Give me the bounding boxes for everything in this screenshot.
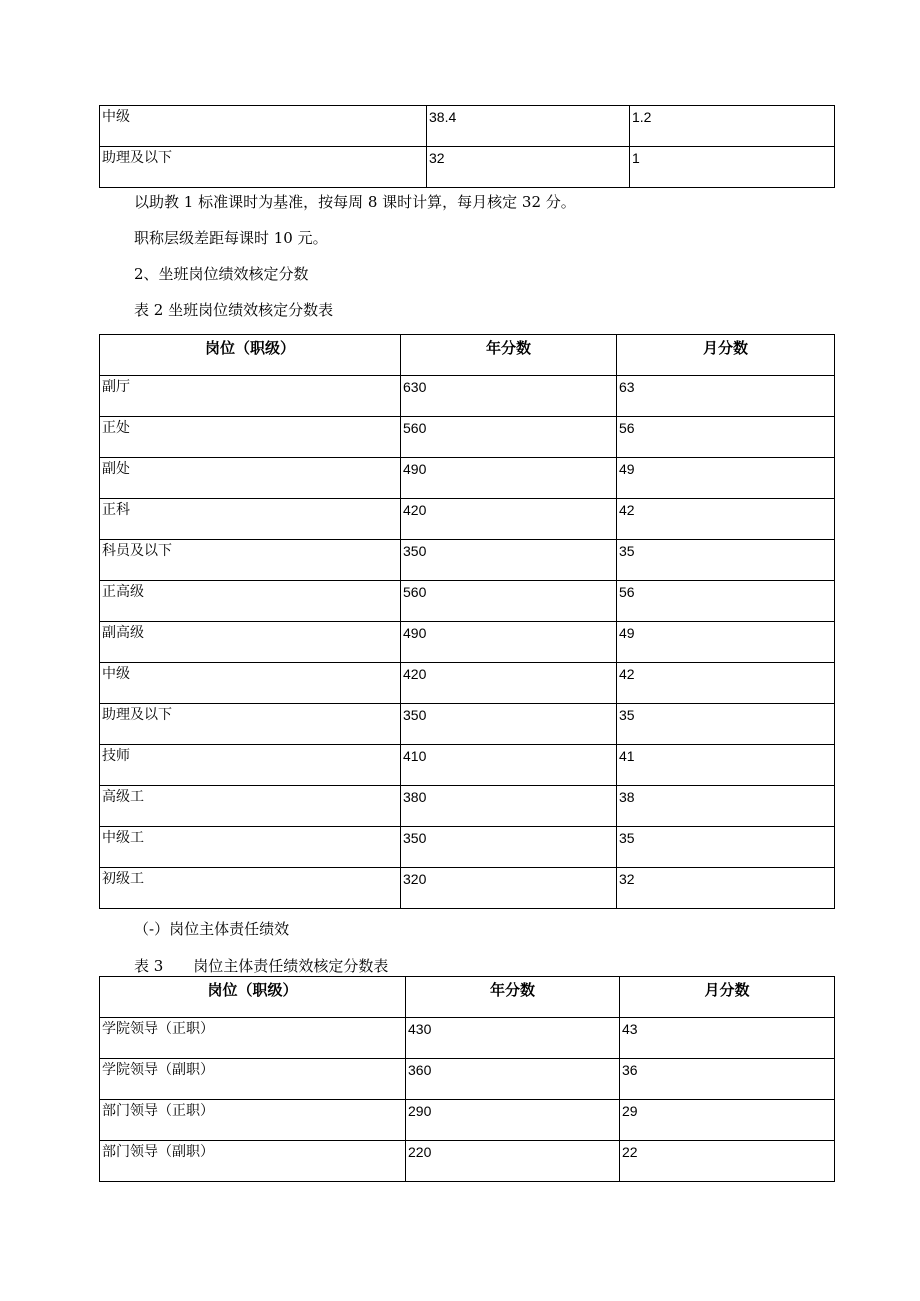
- paragraph-baseline-rule: 以助教 1 标准课时为基准，按每周 8 课时计算，每月核定 32 分。: [134, 193, 576, 211]
- table-cell: 420: [401, 499, 617, 540]
- table-cell: 36: [620, 1059, 835, 1100]
- table-cell: 63: [617, 376, 835, 417]
- table-cell: 35: [617, 540, 835, 581]
- column-header: 月分数: [620, 977, 835, 1018]
- table-cell: 学院领导（副职）: [100, 1059, 406, 1100]
- table-cell: 490: [401, 458, 617, 499]
- table-row: [100, 1100, 835, 1141]
- table-cell: 35: [617, 827, 835, 868]
- table-row: [100, 868, 835, 909]
- table-header-row: [100, 335, 835, 376]
- column-header: 月分数: [617, 335, 835, 376]
- table-cell: 副厅: [100, 376, 401, 417]
- table-cell: 部门领导（正职）: [100, 1100, 406, 1141]
- table-cell: 41: [617, 745, 835, 786]
- table-row: [100, 704, 835, 745]
- column-header: 岗位（职级）: [100, 977, 406, 1018]
- table-row: [100, 376, 835, 417]
- table-row: [100, 540, 835, 581]
- table-row: [100, 1141, 835, 1182]
- table-cell: 35: [617, 704, 835, 745]
- table-cell: 43: [620, 1018, 835, 1059]
- section-heading-3: （-）岗位主体责任绩效: [134, 920, 290, 938]
- table-cell: 初级工: [100, 868, 401, 909]
- table-row: [100, 1018, 835, 1059]
- table-cell: 220: [406, 1141, 620, 1182]
- table-row: [100, 827, 835, 868]
- table-cell: 38.4: [427, 106, 630, 147]
- table-row: [100, 106, 835, 147]
- table-cell: 360: [406, 1059, 620, 1100]
- table-cell: 科员及以下: [100, 540, 401, 581]
- table-cell: 42: [617, 499, 835, 540]
- table-cell: 助理及以下: [100, 704, 401, 745]
- table-2: [99, 334, 835, 909]
- table-row: [100, 147, 835, 188]
- table-cell: 350: [401, 704, 617, 745]
- table-row: [100, 1059, 835, 1100]
- table-cell: 技师: [100, 745, 401, 786]
- table-cell: 560: [401, 581, 617, 622]
- table-cell: 中级: [100, 106, 427, 147]
- table-cell: 学院领导（正职）: [100, 1018, 406, 1059]
- table-cell: 1.2: [630, 106, 835, 147]
- table-row: [100, 581, 835, 622]
- table-cell: 副处: [100, 458, 401, 499]
- table-cell: 56: [617, 417, 835, 458]
- table-row: [100, 499, 835, 540]
- table-cell: 420: [401, 663, 617, 704]
- table-cell: 320: [401, 868, 617, 909]
- table-1-continued: [99, 105, 835, 188]
- column-header: 岗位（职级）: [100, 335, 401, 376]
- column-header: 年分数: [401, 335, 617, 376]
- table-cell: 29: [620, 1100, 835, 1141]
- table-cell: 38: [617, 786, 835, 827]
- table-cell: 350: [401, 540, 617, 581]
- table-cell: 助理及以下: [100, 147, 427, 188]
- table-cell: 42: [617, 663, 835, 704]
- table-cell: 32: [427, 147, 630, 188]
- table-cell: 49: [617, 458, 835, 499]
- table-cell: 中级工: [100, 827, 401, 868]
- table-2-caption: 表 2 坐班岗位绩效核定分数表: [134, 301, 334, 319]
- table-cell: 部门领导（副职）: [100, 1141, 406, 1182]
- table-cell: 1: [630, 147, 835, 188]
- table-cell: 290: [406, 1100, 620, 1141]
- table-cell: 350: [401, 827, 617, 868]
- table-cell: 22: [620, 1141, 835, 1182]
- table-header-row: [100, 977, 835, 1018]
- table-3: [99, 976, 835, 1182]
- table-cell: 430: [406, 1018, 620, 1059]
- table-row: [100, 786, 835, 827]
- table-row: [100, 663, 835, 704]
- table-cell: 410: [401, 745, 617, 786]
- table-cell: 32: [617, 868, 835, 909]
- table-cell: 380: [401, 786, 617, 827]
- table-cell: 正科: [100, 499, 401, 540]
- table-cell: 630: [401, 376, 617, 417]
- table-row: [100, 745, 835, 786]
- table-3-caption: 表 3 岗位主体责任绩效核定分数表: [134, 957, 389, 975]
- table-cell: 副高级: [100, 622, 401, 663]
- table-cell: 正处: [100, 417, 401, 458]
- table-cell: 560: [401, 417, 617, 458]
- table-cell: 56: [617, 581, 835, 622]
- table-cell: 高级工: [100, 786, 401, 827]
- paragraph-rate-difference: 职称层级差距每课时 10 元。: [134, 229, 328, 247]
- table-row: [100, 622, 835, 663]
- table-cell: 正高级: [100, 581, 401, 622]
- table-cell: 490: [401, 622, 617, 663]
- table-cell: 49: [617, 622, 835, 663]
- table-cell: 中级: [100, 663, 401, 704]
- section-heading-2: 2、坐班岗位绩效核定分数: [134, 265, 309, 283]
- table-row: [100, 417, 835, 458]
- column-header: 年分数: [406, 977, 620, 1018]
- table-row: [100, 458, 835, 499]
